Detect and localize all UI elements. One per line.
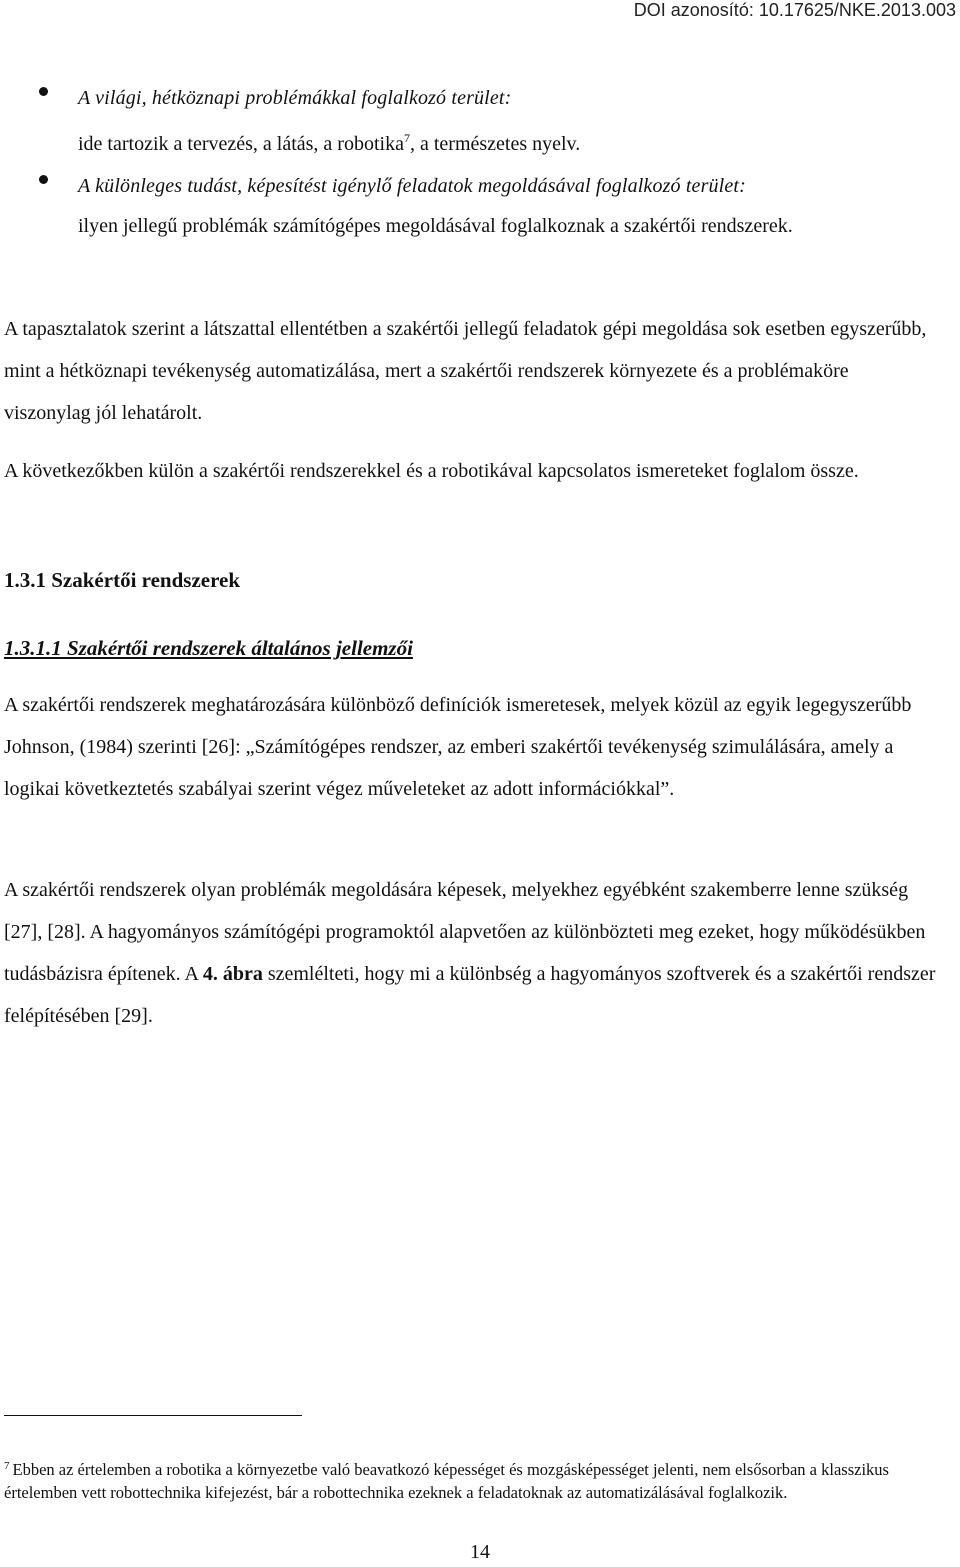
bullet-dot-icon <box>39 175 48 184</box>
figure-reference-link[interactable]: 4. ábra <box>202 963 263 985</box>
bullet-heading: A különleges tudást, képesítést igénylő feladatok megoldásával foglalkozó terület: <box>78 175 746 197</box>
bullet-list <box>0 78 960 246</box>
paragraph-experience: A tapasztalatok szerint a látszattal ellentétben a szakértői jellegű feladatok gépi megoldása sok esetben egyszerűbb, mint a hétköznapi tevékenység automatizálása, mert a szakértői rendszerek környezete és a problémaköre viszonylag jól lehatárolt. <box>4 318 927 424</box>
footnote-ref: 7 <box>403 131 410 145</box>
footnote <box>4 1455 948 1504</box>
paragraph-comparison <box>4 869 940 1037</box>
bullet-item-expert <box>0 166 960 246</box>
footnote-divider <box>4 1415 302 1416</box>
bullet-body <box>78 118 942 164</box>
footnote-text: Ebben az értelemben a robotika a környezetbe való beavatkozó képességet és mozgásképességet jelenti, nem elsősorban a klasszikus értelemben vett robottechnika kifejezést, bár a robottechnika ezeknek a feladatoknak az automatizálásával foglalkozik. <box>4 1460 889 1502</box>
bullet-dot-icon <box>39 87 48 96</box>
bullet-body-text-end: , a természetes nyelv. <box>409 133 581 155</box>
paragraph-overview: A következőkben külön a szakértői rendszerekkel és a robotikával kapcsolatos ismereteket foglalom össze. <box>4 460 859 482</box>
paragraph-definition: A szakértői rendszerek meghatározására különböző definíciók ismeretesek, melyek közül az egyik legegyszerűbb Johnson, (1984) szerinti [26]: „Számítógépes rendszer, az emberi szakértői tevékenység szimulálására, amely a logikai következtetés szabályai szerint végez műveleteket az adott információkkal”. <box>4 694 912 800</box>
paragraph-text-end: szemlélteti, hogy mi a különbség a hagyományos szoftverek és a szakértői rendszer felépítésében [29]. <box>4 963 936 1027</box>
paragraph-text: A szakértői rendszerek olyan problémák megoldására képesek, melyekhez egyébként szakemberre lenne szükség [27], [28]. A hagyományos számítógépi programoktól alapvetően az különbözteti meg ezeket, hogy működésükben tudásbázisra építenek. A <box>4 879 926 985</box>
bullet-item-everyday <box>0 78 960 164</box>
footnote-number: 7 <box>4 1460 10 1472</box>
bullet-body: ilyen jellegű problémák számítógépes megoldásával foglalkoznak a szakértői rendszerek. <box>78 215 793 237</box>
page-number: 14 <box>470 1541 490 1563</box>
subsection-heading: 1.3.1.1 Szakértői rendszerek általános jellemzői <box>4 636 413 660</box>
section-heading: 1.3.1 Szakértői rendszerek <box>4 568 241 592</box>
doi-header: DOI azonosító: 10.17625/NKE.2013.003 <box>633 0 956 20</box>
bullet-heading: A világi, hétköznapi problémákkal foglalkozó terület: <box>78 87 512 109</box>
bullet-body-text: ide tartozik a tervezés, a látás, a robotika <box>78 133 404 155</box>
